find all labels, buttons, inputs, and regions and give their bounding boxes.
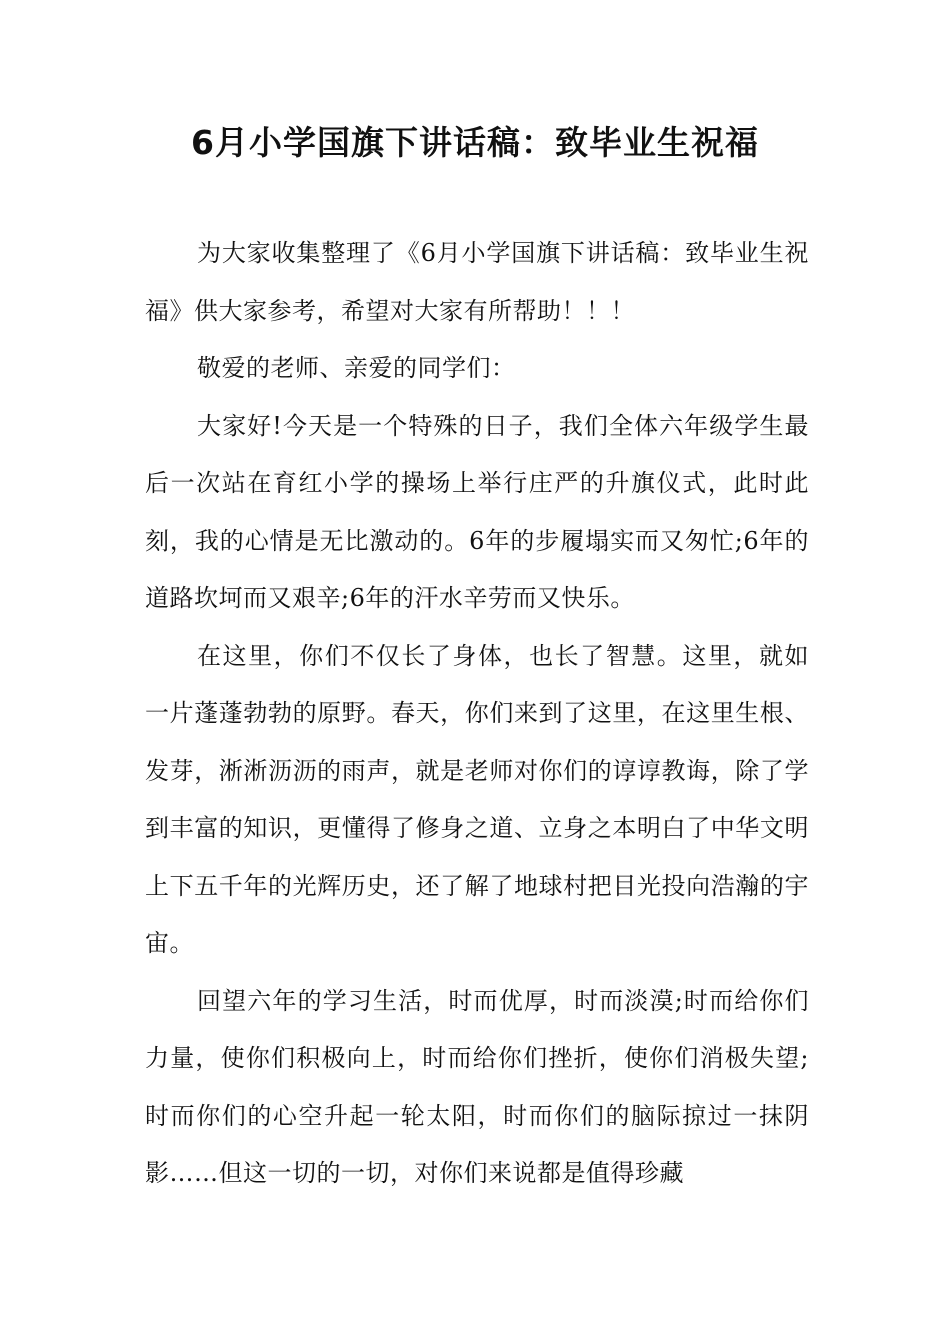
paragraph-intro: 为大家收集整理了《6月小学国旗下讲话稿：致毕业生祝福》供大家参考，希望对大家有所帮助！！！	[145, 239, 809, 325]
paragraph-review: 回望六年的学习生活，时而优厚，时而淡漠;时而给你们力量，使你们积极向上，时而给你们挫折，使你们消极失望;时而你们的心空升起一轮太阳，时而你们的脑际掠过一抹阴影……但这一切的一切，对你们来说都是值得珍藏	[145, 986, 809, 1187]
document-title: 6月小学国旗下讲话稿：致毕业生祝福	[191, 123, 759, 162]
paragraph-opening: 大家好!今天是一个特殊的日子，我们全体六年级学生最后一次站在育红小学的操场上举行庄严的升旗仪式，此时此刻，我的心情是无比激动的。6年的步履塌实而又匆忙;6年的道路坎坷而又艰辛;6年的汗水辛劳而又快乐。	[145, 411, 809, 612]
paragraph-growth: 在这里，你们不仅长了身体，也长了智慧。这里，就如一片蓬蓬勃勃的原野。春天，你们来到了这里，在这里生根、发芽，淅淅沥沥的雨声，就是老师对你们的谆谆教诲，除了学到丰富的知识，更懂得了修身之道、立身之本明白了中华文明上下五千年的光辉历史，还了解了地球村把目光投向浩瀚的宇宙。	[145, 641, 809, 957]
document-body	[145, 225, 809, 1203]
paragraph-greeting: 敬爱的老师、亲爱的同学们：	[197, 354, 516, 382]
